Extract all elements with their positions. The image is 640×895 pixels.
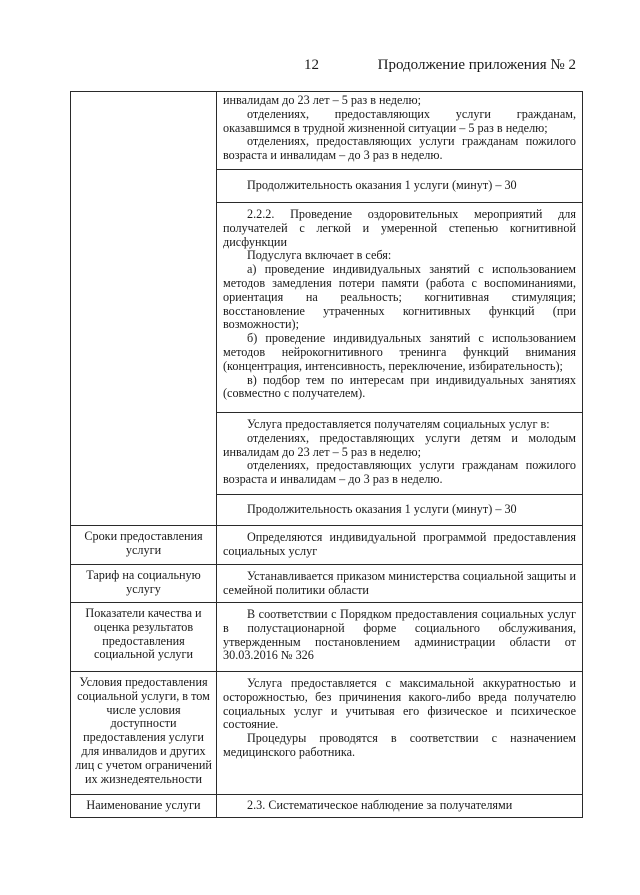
label-cell-empty	[71, 413, 217, 495]
table-row	[71, 413, 583, 495]
duration-text: Продолжительность оказания 1 услуги (минут) – 30	[247, 502, 517, 517]
duration-text: Продолжительность оказания 1 услуги (минут) – 30	[247, 178, 517, 193]
paragraph: отделениях, предоставляющих услуги гражданам пожилого возраста и инвалидам – до 3 раз в неделю.	[223, 458, 576, 487]
paragraph: Устанавливается приказом министерства социальной защиты и семейной политики области	[223, 569, 576, 597]
subservice-title: 2.2.2. Проведение оздоровительных мероприятий для получателей с легкой и умеренной степенью когнитивной дисфункции	[223, 207, 576, 249]
row-label: Наименование услуги	[71, 795, 217, 818]
row-label: Условия предоставления социальной услуги, в том числе условия доступности предоставления услуги для инвалидов и других лиц с учетом ограничений их жизнедеятельности	[71, 672, 217, 795]
table-row	[71, 795, 583, 818]
paragraph: в) подбор тем по интересам при индивидуальных занятиях (совместно с получателем).	[223, 372, 576, 401]
service-table	[70, 91, 583, 818]
page-number: 12	[304, 57, 319, 73]
label-cell-empty	[71, 92, 217, 170]
table-row	[71, 526, 583, 565]
table-row	[71, 603, 583, 672]
table-row	[71, 672, 583, 795]
table-row	[71, 495, 583, 526]
content-cell	[217, 672, 583, 795]
content-cell	[217, 413, 583, 495]
paragraph: отделениях, предоставляющих услуги детям и молодым инвалидам до 23 лет – 5 раз в неделю;	[223, 430, 576, 459]
table-row	[71, 565, 583, 603]
content-cell	[217, 565, 583, 603]
paragraph: В соответствии с Порядком предоставления социальных услуг в полустационарной форме социального обслуживания, утвержденным постановлением администрации области от 30.03.2016 № 326	[223, 607, 576, 663]
paragraph: отделениях, предоставляющих услуги гражданам, оказавшимся в трудной жизненной ситуации – 5 раз в неделю;	[223, 106, 576, 135]
content-cell	[217, 603, 583, 672]
label-cell-empty	[71, 495, 217, 526]
row-label: Показатели качества и оценка результатов предоставления социальной услуги	[71, 603, 217, 672]
content-cell	[217, 92, 583, 170]
content-cell	[217, 526, 583, 565]
content-cell	[217, 203, 583, 413]
content-cell	[217, 795, 583, 818]
paragraph: а) проведение индивидуальных занятий с использованием методов замедления потери памяти (работа с воспоминаниями, ориентация на реальность; когнитивная стимуляция; восстановление утраченных когнитивных функций (при возможности);	[223, 262, 576, 332]
appendix-continuation: Продолжение приложения № 2	[377, 57, 576, 73]
label-cell-empty	[71, 203, 217, 413]
table-row	[71, 170, 583, 203]
content-cell	[217, 170, 583, 203]
content-cell	[217, 495, 583, 526]
service-title: 2.3. Систематическое наблюдение за получателями	[247, 798, 513, 812]
paragraph: инвалидам до 23 лет – 5 раз в неделю;	[223, 93, 421, 107]
page-header	[0, 57, 640, 77]
row-label: Тариф на социальную услугу	[71, 565, 217, 603]
paragraph: б) проведение индивидуальных занятий с использованием методов нейрокогнитивного тренинга функций внимания (концентрация, интенсивность, переключение, избирательность);	[223, 331, 576, 373]
paragraph: Подуслуга включает в себя:	[247, 248, 392, 263]
table-row	[71, 203, 583, 413]
paragraph: Определяются индивидуальной программой предоставления социальных услуг	[223, 530, 576, 558]
paragraph: Услуга предоставляется с максимальной аккуратностью и осторожностью, без причинения какого-либо вреда получателю социальных услуг и учитывая его физическое и психическое состояние.	[223, 676, 576, 732]
row-label: Сроки предоставления услуги	[71, 526, 217, 565]
paragraph: Услуга предоставляется получателям социальных услуг в:	[247, 417, 550, 431]
label-cell-empty	[71, 170, 217, 203]
paragraph: отделениях, предоставляющих услуги гражданам пожилого возраста и инвалидам – до 3 раз в неделю.	[223, 134, 576, 163]
table-row	[71, 92, 583, 170]
paragraph: Процедуры проводятся в соответствии с назначением медицинского работника.	[223, 731, 576, 759]
